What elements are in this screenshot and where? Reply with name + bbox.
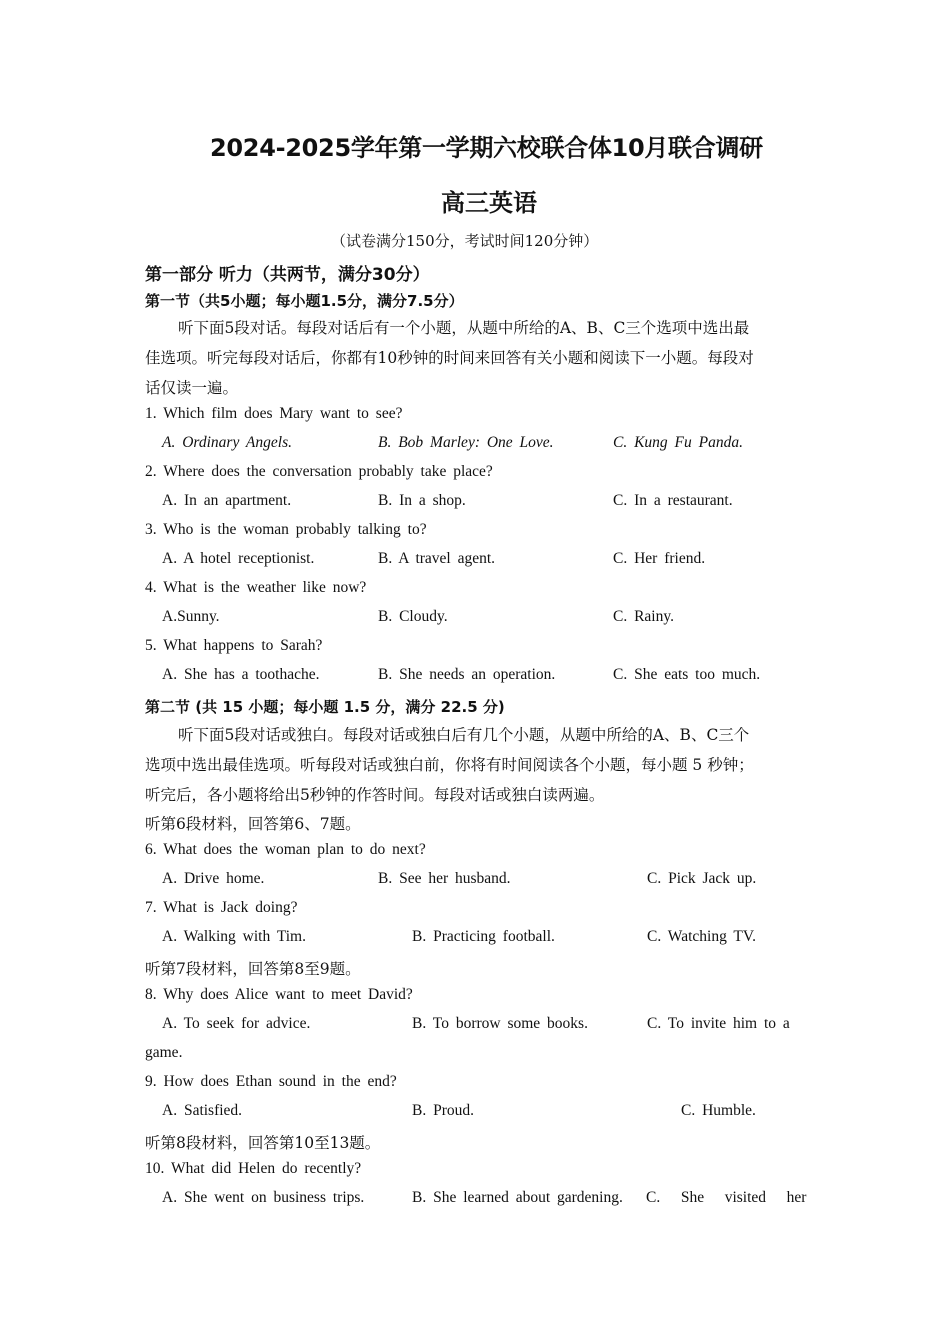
option-8a: A. To seek for advice. bbox=[162, 1015, 311, 1032]
option-1a: A. Ordinary Angels. bbox=[162, 434, 292, 451]
option-6b: B. See her husband. bbox=[378, 870, 511, 887]
section1-instructions-line: 听下面5段对话。每段对话后有一个小题，从题中所给的A、B、C三个选项中选出最 bbox=[178, 319, 750, 337]
part1-heading: 第一部分 听力（共两节，满分30分） bbox=[145, 265, 430, 285]
option-2a: A. In an apartment. bbox=[162, 492, 292, 509]
option-4a: A.Sunny. bbox=[162, 608, 220, 625]
question-1: 1. Which film does Mary want to see? bbox=[145, 405, 403, 422]
question-7: 7. What is Jack doing? bbox=[145, 899, 298, 916]
question-8: 8. Why does Alice want to meet David? bbox=[145, 986, 413, 1003]
option-8c-continued: game. bbox=[145, 1044, 183, 1061]
question-5: 5. What happens to Sarah? bbox=[145, 637, 323, 654]
section2-instructions-line: 听完后，各小题将给出5秒钟的作答时间。每段对话或独白读两遍。 bbox=[145, 786, 605, 804]
option-10c: C. She visited her bbox=[646, 1189, 807, 1206]
question-10: 10. What did Helen do recently? bbox=[145, 1160, 362, 1177]
option-7a: A. Walking with Tim. bbox=[162, 928, 306, 945]
option-3b: B. A travel agent. bbox=[378, 550, 496, 567]
material-6-note: 听第6段材料，回答第6、7题。 bbox=[145, 815, 361, 833]
material-8-note: 听第8段材料，回答第10至13题。 bbox=[145, 1134, 381, 1152]
option-5a: A. She has a toothache. bbox=[162, 666, 320, 683]
exam-note: （试卷满分150分，考试时间120分钟） bbox=[331, 232, 599, 250]
option-2b: B. In a shop. bbox=[378, 492, 466, 509]
question-3: 3. Who is the woman probably talking to? bbox=[145, 521, 427, 538]
option-7c: C. Watching TV. bbox=[647, 928, 756, 945]
section2-instructions-line: 选项中选出最佳选项。听每段对话或独白前，你将有时间阅读各个小题，每小题 5 秒钟； bbox=[145, 756, 754, 774]
option-6c: C. Pick Jack up. bbox=[647, 870, 757, 887]
option-7b: B. Practicing football. bbox=[412, 928, 555, 945]
option-9a: A. Satisfied. bbox=[162, 1102, 243, 1119]
option-1c: C. Kung Fu Panda. bbox=[613, 434, 743, 451]
material-7-note: 听第7段材料，回答第8至9题。 bbox=[145, 960, 361, 978]
section1-heading: 第一节（共5小题；每小题1.5分，满分7.5分） bbox=[145, 292, 464, 310]
question-4: 4. What is the weather like now? bbox=[145, 579, 367, 596]
option-5b: B. She needs an operation. bbox=[378, 666, 556, 683]
option-10b: B. She learned about gardening. bbox=[412, 1189, 623, 1206]
option-3c: C. Her friend. bbox=[613, 550, 706, 567]
section1-instructions-line: 佳选项。听完每段对话后，你都有10秒钟的时间来回答有关小题和阅读下一小题。每段对 bbox=[145, 349, 754, 367]
option-4c: C. Rainy. bbox=[613, 608, 674, 625]
option-4b: B. Cloudy. bbox=[378, 608, 448, 625]
section1-instructions-line: 话仅读一遍。 bbox=[145, 379, 239, 397]
option-8c: C. To invite him to a bbox=[647, 1015, 790, 1032]
option-9b: B. Proud. bbox=[412, 1102, 474, 1119]
exam-title: 2024-2025学年第一学期六校联合体10月联合调研 bbox=[210, 134, 763, 162]
question-2: 2. Where does the conversation probably take place? bbox=[145, 463, 493, 480]
section2-instructions-line: 听下面5段对话或独白。每段对话或独白后有几个小题，从题中所给的A、B、C三个 bbox=[178, 726, 750, 744]
option-5c: C. She eats too much. bbox=[613, 666, 761, 683]
option-1b: B. Bob Marley: One Love. bbox=[378, 434, 554, 451]
option-2c: C. In a restaurant. bbox=[613, 492, 733, 509]
exam-subject: 高三英语 bbox=[441, 189, 537, 217]
question-6: 6. What does the woman plan to do next? bbox=[145, 841, 426, 858]
option-10a: A. She went on business trips. bbox=[162, 1189, 365, 1206]
section2-heading: 第二节 (共 15 小题；每小题 1.5 分，满分 22.5 分) bbox=[145, 698, 505, 716]
option-8b: B. To borrow some books. bbox=[412, 1015, 588, 1032]
question-9: 9. How does Ethan sound in the end? bbox=[145, 1073, 397, 1090]
option-6a: A. Drive home. bbox=[162, 870, 265, 887]
option-9c: C. Humble. bbox=[681, 1102, 756, 1119]
option-3a: A. A hotel receptionist. bbox=[162, 550, 315, 567]
